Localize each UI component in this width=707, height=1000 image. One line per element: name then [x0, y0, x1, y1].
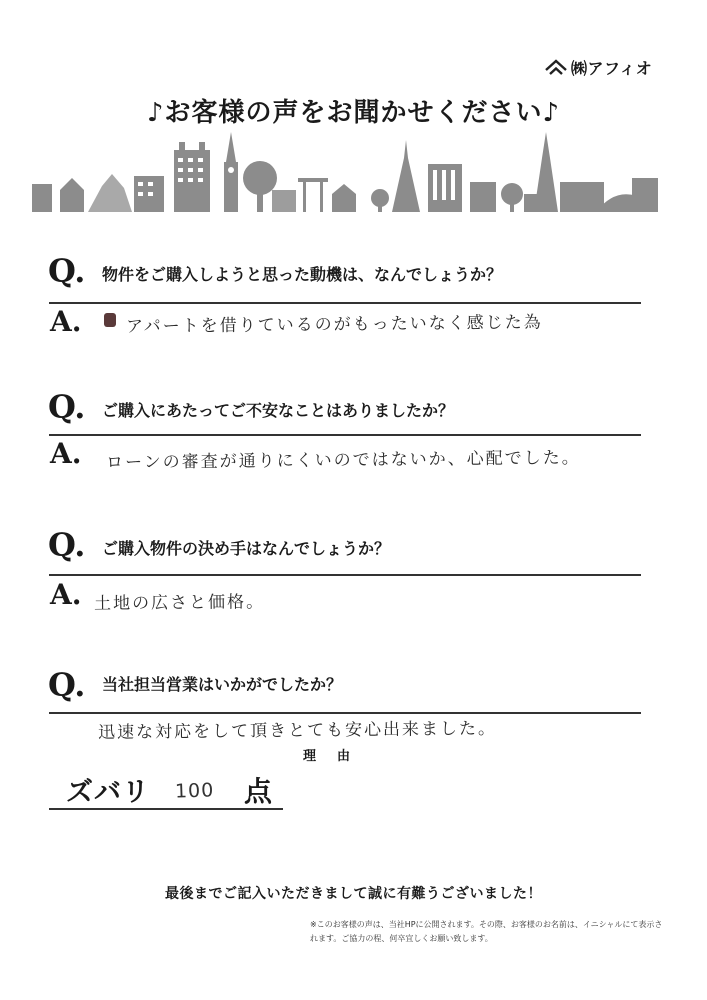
question-2 — [48, 388, 85, 426]
question-4-text: 当社担当営業はいかがでしたか？ — [102, 675, 343, 694]
question-1 — [48, 252, 85, 290]
score-underline — [49, 808, 283, 810]
question-3 — [48, 526, 85, 564]
thank-you-message: 最後までご記入いただきまして誠に有難うございました！ — [165, 886, 542, 902]
answer-2-text: ローンの審査が通りにくいのではないか、心配でした。 — [105, 448, 581, 473]
page-title: ♪お客様の声をお聞かせください♪ — [146, 98, 561, 128]
ink-blot — [104, 313, 116, 327]
question-mark-label: Q. — [48, 388, 86, 426]
divider-rule — [49, 302, 641, 304]
answer-3-label: A. — [50, 578, 82, 611]
answer-2-label: A. — [50, 437, 82, 470]
city-skyline-illustration — [28, 128, 668, 218]
question-4 — [48, 666, 85, 704]
reason-label: 理 由 — [303, 749, 355, 764]
company-name: ㈱アフィオ — [571, 59, 653, 78]
question-3-text: ご購入物件の決め手はなんでしょうか？ — [102, 539, 391, 558]
divider-rule — [49, 434, 641, 436]
score-value: 100 — [174, 779, 215, 803]
question-1-text: 物件をご購入しようと思った動機は、なんでしょうか？ — [102, 265, 503, 284]
divider-rule — [49, 574, 641, 576]
answer-1-label: A. — [50, 305, 82, 338]
divider-rule — [49, 712, 641, 714]
question-mark-label: Q. — [48, 252, 86, 290]
house-roof-icon — [545, 59, 567, 77]
answer-1-text: アパートを借りているのがもったいなく感じた為 — [125, 312, 543, 337]
question-mark-label: Q. — [48, 666, 86, 704]
question-mark-label: Q. — [48, 526, 86, 564]
company-logo — [545, 56, 652, 79]
disclaimer-note: ※このお客様の声は、当社HPに公開されます。その際、お客様のお名前は、イニシャルにて表示されます。ご協力の程、何卒宜しくお願い致します。 — [310, 920, 663, 943]
score-label: ズバリ — [66, 777, 150, 808]
answer-4-text: 迅速な対応をして頂きとても安心出来ました。 — [97, 718, 498, 743]
question-2-text: ご購入にあたってご不安なことはありましたか？ — [102, 401, 455, 420]
answer-3-text: 土地の広さと価格。 — [93, 592, 266, 614]
score-unit: 点 — [244, 775, 273, 808]
